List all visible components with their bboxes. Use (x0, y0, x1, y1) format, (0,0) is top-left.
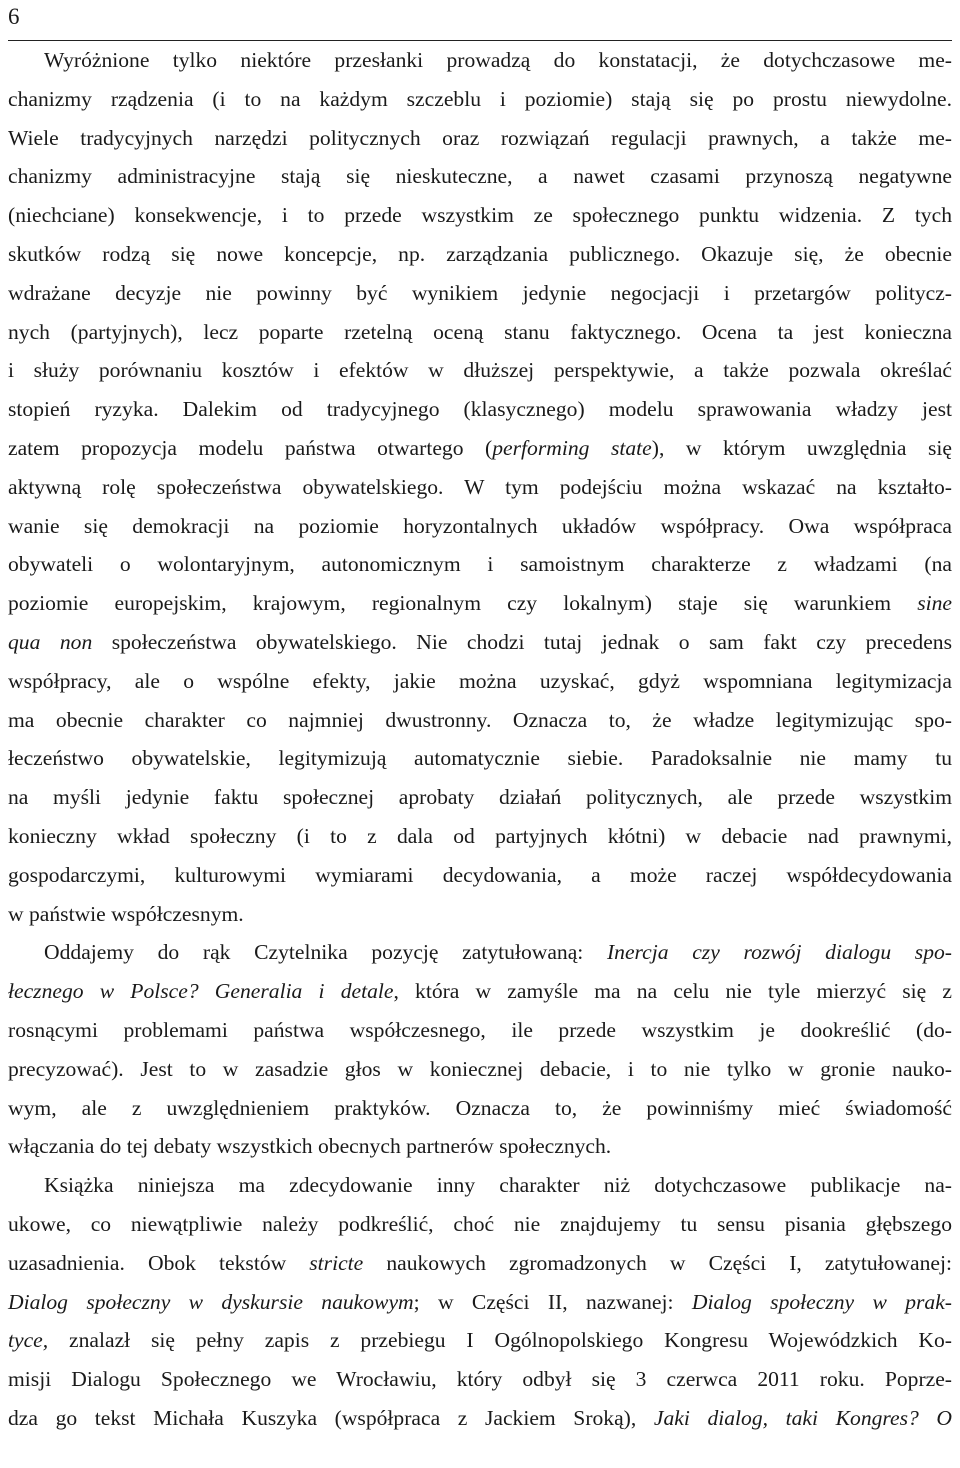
text-run: nych (partyjnych), lecz poparte rzetelną oceną stanu faktycznego. Ocena ta jest konieczna (8, 319, 952, 344)
text-run: Wyróżnione tylko niektóre przesłanki prowadzą do konstatacji, że dotychczasowe me- (44, 48, 952, 72)
text-line (8, 701, 952, 740)
text-run: społeczeństwa obywatelskiego. Nie chodzi tutaj jednak o sam fakt czy precedens (92, 629, 953, 654)
text-run: naukowych zgromadzonych w Części I, zatytułowanej: (363, 1250, 952, 1275)
text-line (8, 1399, 952, 1438)
text-run: konieczny wkład społeczny (i to z dala od partyjnych kłótni) w debacie nad prawnymi, (8, 823, 952, 848)
text-line (8, 817, 952, 856)
text-line (8, 545, 952, 584)
text-run: wanie się demokracji na poziomie horyzontalnych układów współpracy. Owa współpraca (8, 513, 952, 538)
text-run: (niechciane) konsekwencje, i to przede wszystkim ze społecznego punktu widzenia. Z tych (8, 203, 952, 228)
text-line (8, 1283, 952, 1322)
text-line (8, 584, 952, 623)
italic-text: qua non (8, 629, 93, 654)
text-run: znalazł się pełny zapis z przebiegu I Ogólnopolskiego Kongresu Wojewódzkich Ko- (48, 1328, 952, 1353)
text-line (8, 468, 952, 507)
text-line (8, 313, 952, 352)
text-run: aktywną rolę społeczeństwa obywatelskiego. W tym podejściu można wskazać na kształto- (8, 474, 952, 499)
text-run: ), w którym uwzględnia się (651, 435, 952, 460)
page-number: 6 (8, 4, 20, 29)
paragraph (8, 933, 952, 1166)
text-run: skutków rodzą się nowe koncepcje, np. zarządzania publicznego. Okazuje się, że obecnie (8, 241, 952, 266)
text-run: w państwie współczesnym. (8, 901, 244, 926)
text-line (8, 1050, 952, 1089)
text-run: i służy porównaniu kosztów i efektów w dłuższej perspektywie, a także pozwala określać (8, 358, 952, 383)
text-line (8, 1011, 952, 1050)
text-run: ma obecnie charakter co najmniej dwustronny. Oznacza to, że władze legitymizując spo- (8, 707, 952, 732)
text-run: włączania do tej debaty wszystkich obecnych partnerów społecznych. (8, 1134, 612, 1159)
text-line (8, 662, 952, 701)
text-run: misji Dialogu Społecznego we Wrocławiu, który odbył się 3 czerwca 2011 roku. Poprze- (8, 1367, 952, 1392)
text-run: wym, ale z uwzględnieniem praktyków. Oznacza to, że powinniśmy mieć świadomość (8, 1095, 952, 1120)
text-line (8, 507, 952, 546)
italic-text: sine (917, 591, 952, 616)
text-line (8, 351, 952, 390)
text-run: zatem propozycja modelu państwa otwartego ( (8, 435, 493, 460)
italic-text: stricte (309, 1250, 364, 1275)
text-run: chanizmy administracyjne stają się nieskuteczne, a nawet czasami przynoszą negatywne (8, 164, 952, 189)
text-line (8, 623, 952, 662)
text-run: wdrażane decyzje nie powinny być wynikiem jedynie negocjacji i przetargów politycz- (8, 280, 952, 305)
text-line (8, 235, 952, 274)
text-line (8, 739, 952, 778)
text-run: dza go tekst Michała Kuszyka (współpraca z Jackiem Sroką), (8, 1405, 654, 1430)
text-run: ; w Części II, nazwanej: (413, 1289, 692, 1314)
italic-text: Dialog społeczny w prak- (691, 1289, 952, 1314)
text-line (8, 1360, 952, 1399)
text-line (8, 1205, 952, 1244)
text-line (8, 119, 952, 158)
paragraph (8, 41, 952, 933)
text-line (8, 1127, 952, 1166)
text-line (8, 80, 952, 119)
text-line (8, 274, 952, 313)
text-run: współpracy, ale o wspólne efekty, jakie można uzyskać, gdyż wspomniana legitymizacja (8, 668, 952, 693)
italic-text: performing state (492, 435, 652, 460)
text-line (8, 856, 952, 895)
text-run: precyzować). Jest to w zasadzie głos w koniecznej debacie, i to nie tylko w gronie nauko- (8, 1056, 952, 1081)
text-line (8, 933, 952, 972)
text-run: gospodarczymi, kulturowymi wymiarami decydowania, a może raczej współdecydowania (8, 862, 952, 887)
italic-text: Jaki dialog, taki Kongres? O (653, 1405, 952, 1430)
text-line (8, 1321, 952, 1360)
text-run: stopień ryzyka. Dalekim od tradycyjnego (klasycznego) modelu sprawowania władzy jest (8, 397, 952, 422)
italic-text: Inercja czy rozwój dialogu spo- (606, 940, 952, 965)
text-line (8, 1244, 952, 1283)
text-run: Książka niniejsza ma zdecydowanie inny charakter niż dotychczasowe publikacje na- (44, 1173, 952, 1198)
body-text (8, 41, 952, 1438)
text-line (8, 1089, 952, 1128)
italic-text: tyce, (8, 1328, 49, 1353)
text-run: Wiele tradycyjnych narzędzi politycznych oraz rozwiązań regulacji prawnych, a także me- (8, 125, 952, 150)
text-line (8, 972, 952, 1011)
text-line (8, 429, 952, 468)
text-run: obywateli o wolontaryjnym, autonomicznym i samoistnym charakterze z władzami (na (8, 552, 952, 577)
page-header (8, 0, 952, 41)
text-run: poziomie europejskim, krajowym, regionalnym czy lokalnym) staje się warunkiem (8, 591, 918, 616)
text-line (8, 1166, 952, 1205)
italic-text: łecznego w Polsce? Generalia i detale (8, 979, 394, 1004)
text-line (8, 196, 952, 235)
text-line (8, 778, 952, 817)
text-line (8, 157, 952, 196)
text-run: chanizmy rządzenia (i to na każdym szczeblu i poziomie) stają się po prostu niewydolne. (8, 86, 952, 111)
text-run: , która w zamyśle ma na celu nie tyle mierzyć się z (393, 979, 952, 1004)
text-line (8, 41, 952, 80)
paragraph (8, 1166, 952, 1438)
text-run: rosnącymi problemami państwa współczesnego, ile przede wszystkim je dookreślić (do- (8, 1017, 952, 1042)
italic-text: Dialog społeczny w dyskursie naukowym (8, 1289, 414, 1314)
text-run: uzasadnienia. Obok tekstów (8, 1250, 310, 1275)
text-line (8, 390, 952, 429)
text-line (8, 895, 952, 934)
text-run: ukowe, co niewątpliwie należy podkreślić, choć nie znajdujemy tu sensu pisania głębszego (8, 1211, 952, 1236)
text-run: na myśli jedynie faktu społecznej aprobaty działań politycznych, ale przede wszystkim (8, 785, 952, 810)
text-run: łeczeństwo obywatelskie, legitymizują automatycznie siebie. Paradoksalnie nie mamy tu (8, 746, 952, 771)
text-run: Oddajemy do rąk Czytelnika pozycję zatytułowaną: (44, 940, 607, 965)
